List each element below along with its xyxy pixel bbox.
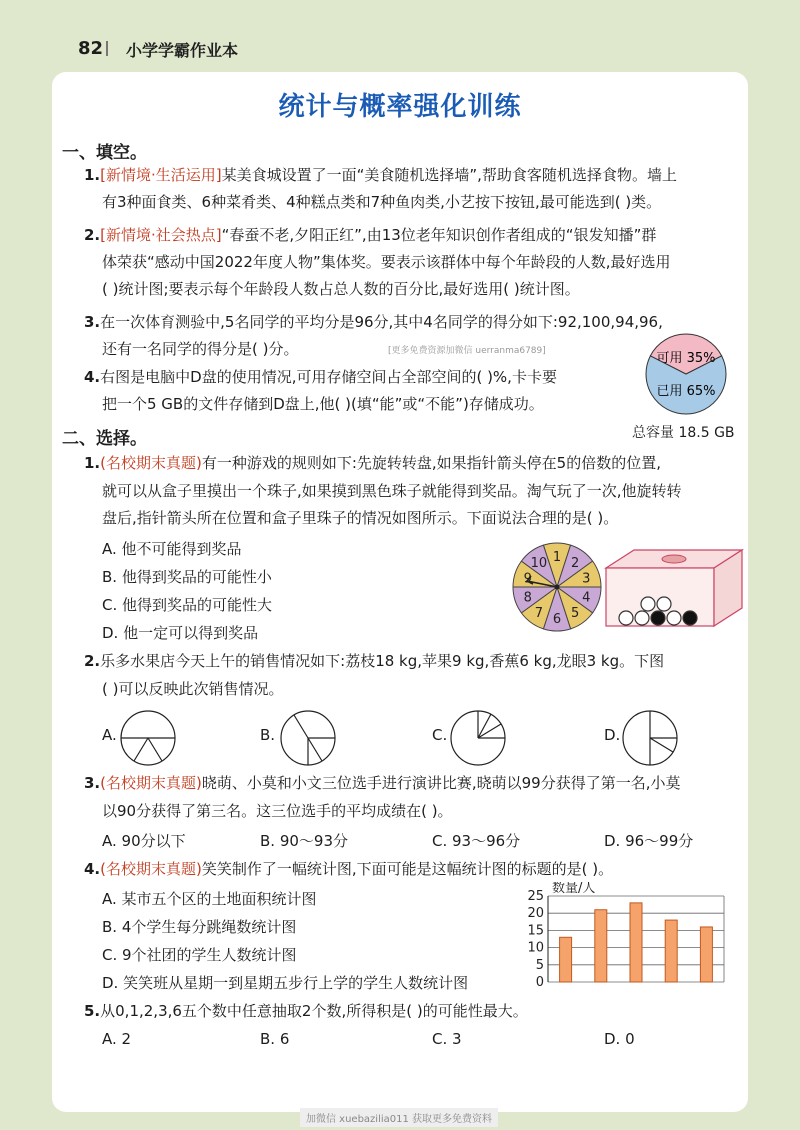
s1-q4-line2: 把一个5 GB的文件存储到D盘上,他( )(填“能”或“不能”)存储成功。 [102,395,544,413]
s2-q2-option-d[interactable]: D. [604,726,621,744]
s2-q5-option-d[interactable]: D. 0 [604,1030,635,1048]
watermark-text: [更多免费资源加微信 uerranma6789] [388,346,546,356]
y-tick-label: 0 [535,975,544,988]
s2-q5-option-b[interactable]: B. 6 [260,1030,290,1048]
page-number: 82 [78,38,104,59]
worksheet-title: 统计与概率强化训练 [278,92,522,122]
y-tick-label: 10 [527,940,544,956]
s2-q2-line1: 2.乐多水果店今天上午的销售情况如下:荔枝18 kg,苹果9 kg,香蕉6 kg,龙眼3 kg。下图 [84,652,665,670]
s2-q4-option-c[interactable]: C. 9个社团的学生人数统计图 [102,946,297,964]
y-tick-label: 20 [527,906,544,922]
pie-used-label: 已用 65% [656,384,716,399]
spinner-number: 2 [570,556,580,572]
spinner-wheel [510,540,604,634]
chart-bar [560,937,572,982]
box-opening [662,555,686,563]
chart-bar [700,927,712,982]
y-tick-label: 5 [535,957,544,973]
section-fill-blank-heading: 一、填空。 [62,143,147,163]
footer-watermark: 加微信 xuebazilia011 获取更多免费资料 [300,1108,498,1127]
section-choice-heading: 二、选择。 [62,429,147,449]
s1-q2-line2: 体荣获“感动中国2022年度人物”集体奖。要表示该群体中每个年龄段的人数,最好选用 [102,253,671,271]
s2-q3-option-b[interactable]: B. 90～93分 [260,832,349,850]
pie-option-d [620,708,680,768]
spinner-number: 10 [530,556,548,572]
s1-q1-line1: 1.[新情境·生活运用]某美食城设置了一面“美食随机选择墙”,帮助食客随机选择食物。墙上 [84,166,677,184]
bead-box [604,546,746,630]
s2-q3-option-d[interactable]: D. 96～99分 [604,832,694,850]
tag-label: [新情境·生活运用] [100,166,222,184]
chart-bar [665,920,677,982]
s2-q1-line2: 就可以从盒子里摸出一个珠子,如果摸到黑色珠子就能得到奖品。淘气玩了一次,他旋转转 [102,482,682,500]
spinner-number: 7 [534,605,544,621]
s2-q3-option-c[interactable]: C. 93～96分 [432,832,521,850]
pie-option-c [448,708,508,768]
spinner-number: 8 [523,590,532,606]
s1-q3-line1: 3.在一次体育测验中,5名同学的平均分是96分,其中4名同学的得分如下:92,100,94,96, [84,313,663,331]
spinner-hub [555,585,560,590]
y-tick-label: 15 [527,923,544,939]
chart-bar [595,910,607,982]
s1-q3-line2: 还有一名同学的得分是( )分。 [102,340,299,358]
s1-q1-line2: 有3种面食类、6种菜肴类、4种糕点类和7种鱼肉类,小艺按下按钮,最可能选到( )类。 [102,193,662,211]
s2-q2-option-b[interactable]: B. [260,726,276,744]
page-header [0,0,800,74]
bar-chart [518,882,740,988]
s2-q1-line1: 1.(名校期末真题)有一种游戏的规则如下:先旋转转盘,如果指针箭头停在5的倍数的位置, [84,454,661,472]
pie-available-label: 可用 35% [656,351,716,366]
white-bead [635,611,649,625]
disk-capacity-caption: 总容量 18.5 GB [632,425,735,441]
black-bead [683,611,697,625]
s2-q5-line1: 5.从0,1,2,3,6五个数中任意抽取2个数,所得积是( )的可能性最大。 [84,1002,528,1020]
disk-usage-pie [632,330,742,416]
s1-q2-line1: 2.[新情境·社会热点]“春蚕不老,夕阳正红”,由13位老年知识创作者组成的“银发知播”群 [84,226,657,244]
s2-q4-line1: 4.(名校期末真题)笑笑制作了一幅统计图,下面可能是这幅统计图的标题的是( )。 [84,860,614,878]
s2-q3-line2: 以90分获得了第三名。这三位选手的平均成绩在( )。 [102,802,453,820]
header-divider [106,41,108,56]
tag-label: [新情境·社会热点] [100,226,222,244]
s2-q3-line1: 3.(名校期末真题)晓萌、小莫和小文三位选手进行演讲比赛,晓萌以99分获得了第一名,小莫 [84,774,681,792]
spinner-number: 5 [570,605,580,621]
spinner-number: 3 [582,571,591,587]
tag-label: (名校期末真题) [100,454,202,472]
tag-label: (名校期末真题) [100,860,202,878]
white-bead [657,597,671,611]
s2-q2-line2: ( )可以反映此次销售情况。 [102,680,284,698]
s2-q4-option-d[interactable]: D. 笑笑班从星期一到星期五步行上学的学生人数统计图 [102,974,469,992]
white-bead [619,611,633,625]
spinner-number: 6 [552,611,562,627]
s2-q4-option-a[interactable]: A. 某市五个区的土地面积统计图 [102,890,317,908]
spinner-number: 4 [582,590,591,606]
spinner-number: 9 [523,571,532,587]
s2-q1-option-b[interactable]: B. 他得到奖品的可能性小 [102,568,272,586]
s2-q5-option-a[interactable]: A. 2 [102,1030,132,1048]
s2-q1-line3: 盘后,指针箭头所在位置和盒子里珠子的情况如图所示。下面说法合理的是( )。 [102,509,619,527]
s2-q3-option-a[interactable]: A. 90分以下 [102,832,186,850]
white-bead [641,597,655,611]
s2-q1-option-d[interactable]: D. 他一定可以得到奖品 [102,624,259,642]
s2-q1-option-a[interactable]: A. 他不可能得到奖品 [102,540,242,558]
black-bead [651,611,665,625]
spinner-number: 1 [552,550,562,566]
pie-option-a [118,708,178,768]
pie-option-b [278,708,338,768]
s2-q2-option-c[interactable]: C. [432,726,448,744]
tag-label: (名校期末真题) [100,774,202,792]
y-axis-label: 数量/人 [552,882,596,896]
chart-bar [630,903,642,982]
s2-q5-option-c[interactable]: C. 3 [432,1030,462,1048]
s1-q2-line3: ( )统计图;要表示每个年龄段人数占总人数的百分比,最好选用( )统计图。 [102,280,580,298]
s2-q4-option-b[interactable]: B. 4个学生每分跳绳数统计图 [102,918,297,936]
book-title: 小学学霸作业本 [126,41,239,60]
s2-q2-option-a[interactable]: A. [102,726,117,744]
y-tick-label: 25 [527,889,544,904]
white-bead [667,611,681,625]
s2-q1-option-c[interactable]: C. 他得到奖品的可能性大 [102,596,273,614]
s1-q4-line1: 4.右图是电脑中D盘的使用情况,可用存储空间占全部空间的( )%,卡卡要 [84,368,557,386]
